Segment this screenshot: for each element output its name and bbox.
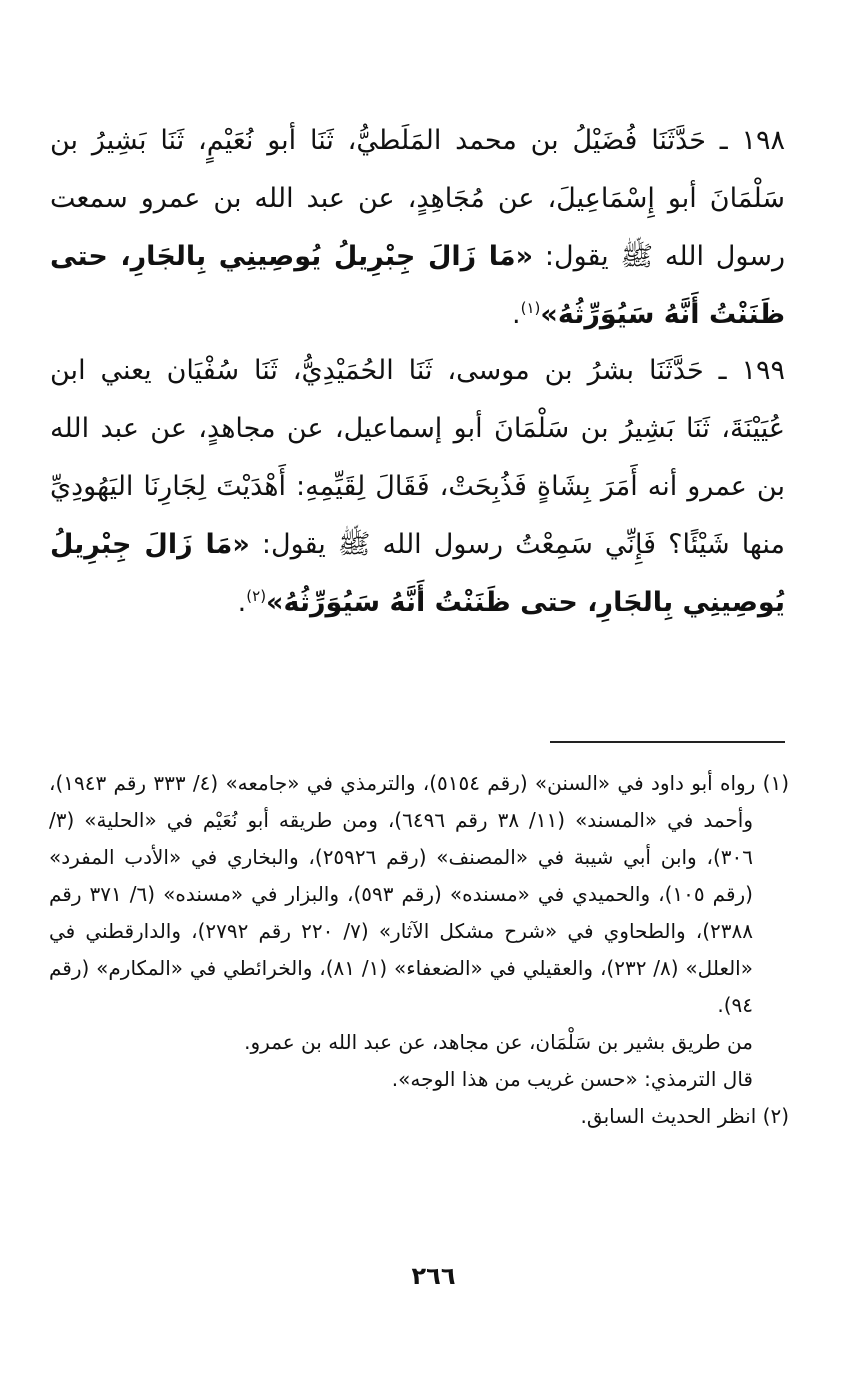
footnote-reference[interactable]: (١) <box>520 299 541 317</box>
hadith-dash: ـ <box>703 355 742 386</box>
hadith-isnad: حَدَّثَنَا فُضَيْلُ بن محمد المَلَطيُّ، ثَنَا أبو نُعَيْمٍ، ثَنَا بَشِيرُ بن سَلْمَانَ أبو إِسْمَاعِيلَ، عن مُجَاهِدٍ، عن عبد الله بن عمرو سمعت رسول الله ﷺ يقول: <box>50 125 785 272</box>
footnote-separator <box>550 741 785 743</box>
footnote-reference[interactable]: (٢) <box>246 587 267 605</box>
footnote-2 <box>49 1098 789 1135</box>
footnote-marker: (١) <box>762 771 790 795</box>
hadith-number: ١٩٨ <box>741 125 786 156</box>
hadith-199 <box>50 342 785 632</box>
hadith-matn: «مَا زَالَ جِبْرِيلُ يُوصِينِي بِالجَارِ، حتى ظَنَنْتُ أَنَّهُ سَيُوَرِّثُهُ» <box>50 529 785 618</box>
footnote-1-tirmidhi: قال الترمذي: «حسن غريب من هذا الوجه». <box>391 1067 753 1091</box>
page-number: ٢٦٦ <box>411 1262 456 1290</box>
footnote-text: رواه أبو داود في «السنن» (رقم ٥١٥٤)، والترمذي في «جامعه» (٤/ ٣٣٣ رقم ١٩٤٣)، وأحمد في «المسند» (١١/ ٣٨ رقم ٦٤٩٦)، ومن طريقه أبو نُعَيْم في «الحلية» (٣/ ٣٠٦)، وابن أبي شيبة في «المصنف» (رقم ٢٥٩٢٦)، والبخاري في «الأدب المفرد» (رقم ١٠٥)، والحميدي في «مسنده» (رقم ٥٩٣)، والبزار في «مسنده» (٦/ ٣٧١ رقم ٢٣٨٨)، والطحاوي في «شرح مشكل الآثار» (٧/ ٢٢٠ رقم ٢٧٩٢)، والدارقطني في «العلل» (٨/ ٢٣٢)، والعقيلي في «الضعفاء» (١/ ٨١)، والخرائطي في «المكارم» (رقم ٩٤). <box>49 771 756 1017</box>
footnote-1 <box>49 765 789 1024</box>
footnote-text: انظر الحديث السابق. <box>580 1104 757 1128</box>
footnotes <box>49 765 789 1135</box>
sentence-end: . <box>512 299 521 330</box>
hadith-matn: «مَا زَالَ جِبْرِيلُ يُوصِينِي بِالجَارِ، حتى ظَنَنْتُ أَنَّهُ سَيُوَرِّثُهُ» <box>50 241 785 330</box>
hadith-198 <box>50 112 785 344</box>
hadith-isnad: حَدَّثَنَا بشرُ بن موسى، ثَنَا الحُمَيْدِيُّ، ثَنَا سُفْيَان يعني ابن عُيَيْنَةَ، ثَنَا بَشِيرُ بن سَلْمَانَ أبو إسماعيل، عن مجاهدٍ، عن عبد الله بن عمرو أنه أَمَرَ بِشَاةٍ فَذُبِحَتْ، فَقَالَ لِقَيِّمِهِ: أَهْدَيْتَ لِجَارِنَا اليَهُودِيِّ منها شَيْئًا؟ فَإِنِّي سَمِعْتُ رسول الله ﷺ يقول: <box>50 355 785 560</box>
footnote-marker: (٢) <box>762 1104 789 1128</box>
hadith-number: ١٩٩ <box>741 355 785 386</box>
footnote-1-path: من طريق بشير بن سَلْمَان، عن مجاهد، عن عبد الله بن عمرو. <box>244 1030 753 1054</box>
sentence-end: . <box>237 587 247 618</box>
hadith-dash: ـ <box>705 125 742 156</box>
